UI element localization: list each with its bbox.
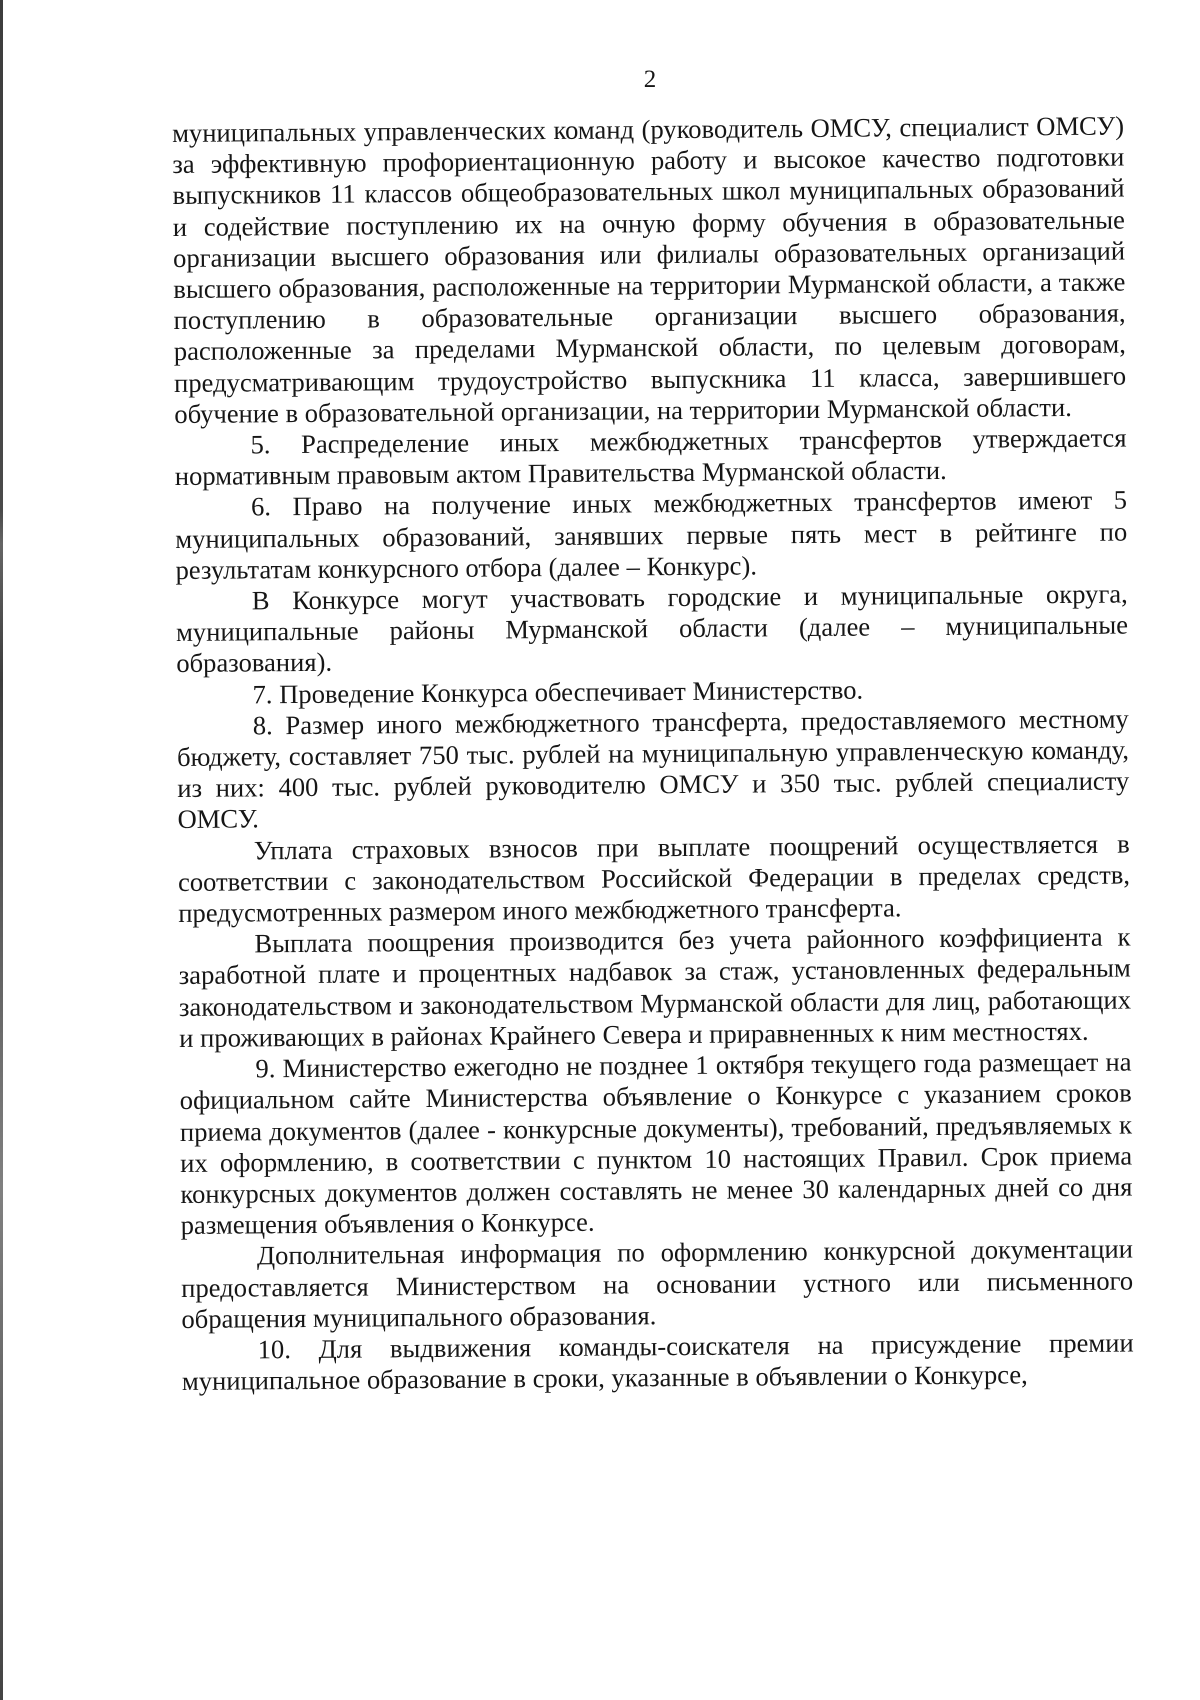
paragraph: 10. Для выдвижения команды-соискателя на присуждение премии муниципальное образование в сроки, указанные в объявлении о Конкурсе,: [181, 1327, 1134, 1397]
paragraph: 8. Размер иного межбюджетного трансферта, предоставляемого местному бюджету, составляет 750 тыс. рублей на муниципальную управленческую команду, из них: 400 тыс. рублей руководителю ОМСУ и 350 тыс. рублей специалисту ОМСУ.: [176, 703, 1130, 835]
scan-edge: [0, 0, 3, 1700]
paragraph: 5. Распределение иных межбюджетных трансфертов утверждается нормативным правовым актом Правительства Мурманской области.: [174, 422, 1127, 492]
paragraph: 6. Право на получение иных межбюджетных трансфертов имеют 5 муниципальных образований, занявших первые пять мест в рейтинге по результатам конкурсного отбора (далее – Конкурс).: [175, 484, 1128, 585]
paragraph: 7. Проведение Конкурса обеспечивает Министерство.: [252, 674, 864, 710]
paragraph: Дополнительная информация по оформлению конкурсной документации предоставляется Министерством на основании устного или письменного обращения муниципального образования.: [181, 1233, 1134, 1334]
paragraph: Выплата поощрения производится без учета районного коэффициента к заработной плате и процентных надбавок за стаж, установленных федеральным законодательством и законодательством Мурманской области для лиц, работающих и проживающих в районах Крайнего Севера и приравненных к ним местностях.: [178, 921, 1132, 1053]
document-body: [172, 111, 1134, 1398]
paragraph: муниципальных управленческих команд (руководитель ОМСУ, специалист ОМСУ) за эффективную профориентационную работу и высокое качество подготовки выпускников 11 классов общеобразовательных школ муниципальных образований и содействие поступлению их на очную форму обучения в образовательные организации высшего образования или филиалы образовательных организаций высшего образования, расположенные на территории Мурманской области, а также поступлению в образовательные организации высшего образования, расположенные за пределами Мурманской области, по целевым договорам, предусматривающим трудоустройство выпускника 11 класса, завершившего обучение в образовательной организации, на территории Мурманской области.: [172, 110, 1127, 429]
page-number: 2: [643, 66, 657, 93]
paragraph: 9. Министерство ежегодно не позднее 1 октября текущего года размещает на официальном сайте Министерства объявление о Конкурсе с указанием сроков приема документов (далее - конкурсные документы), требований, предъявляемых к их оформлению, в соответствии с пунктом 10 настоящих Правил. Срок приема конкурсных документов должен составлять не менее 30 календарных дней со дня размещения объявления о Конкурсе.: [179, 1046, 1133, 1241]
paragraph: Уплата страховых взносов при выплате поощрений осуществляется в соответствии с законодательством Российской Федерации в пределах средств, предусмотренных размером иного межбюджетного трансферта.: [177, 828, 1131, 929]
paragraph: В Конкурсе могут участвовать городские и муниципальные округа, муниципальные районы Мурманской области (далее – муниципальные образования).: [175, 578, 1129, 679]
